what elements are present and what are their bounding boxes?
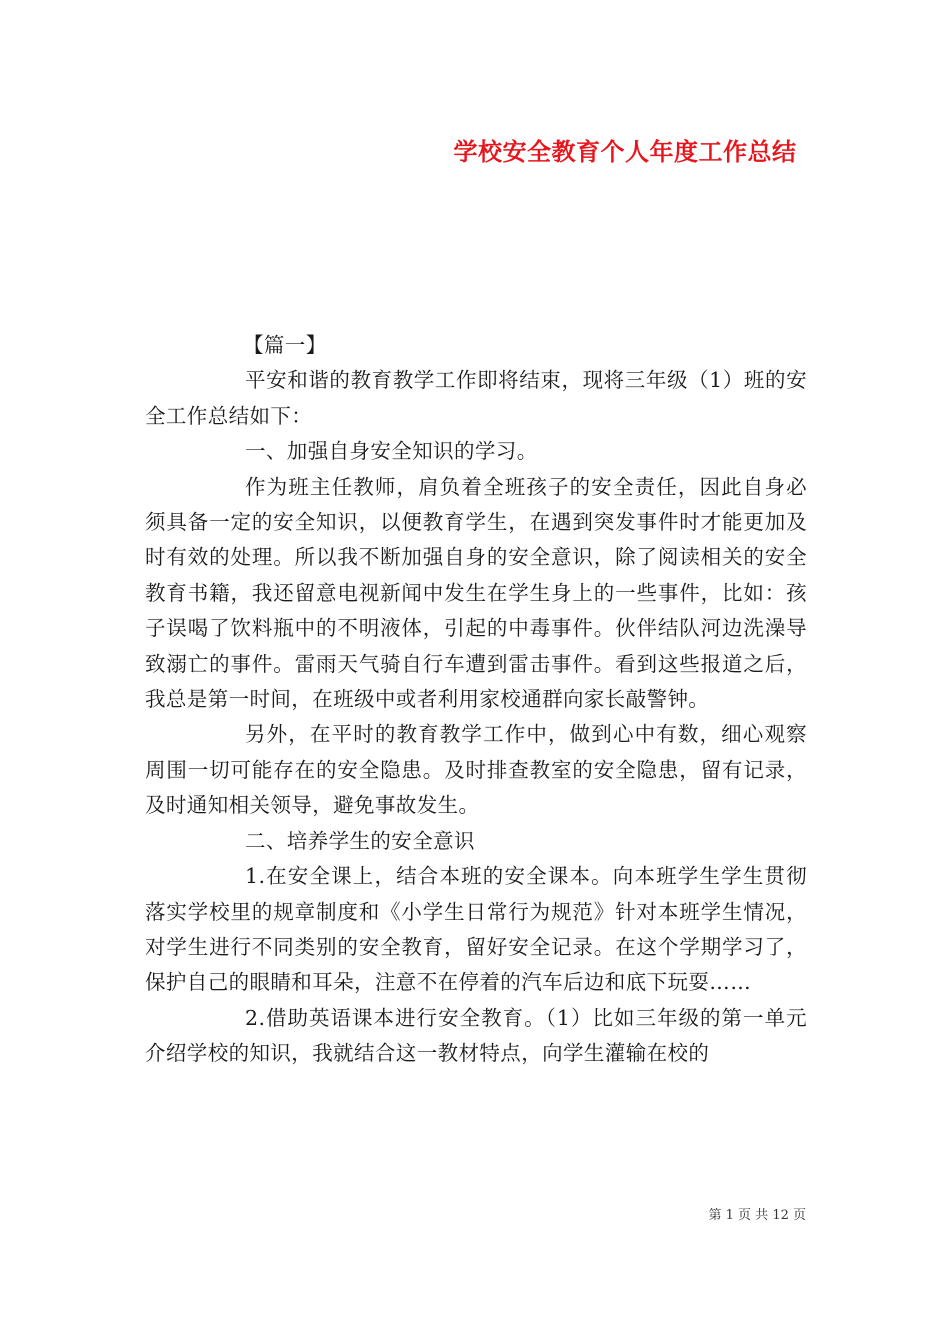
paragraph: 2.借助英语课本进行安全教育。（1）比如三年级的第一单元介绍学校的知识，我就结合这一教材特点，向学生灌输在校的 <box>145 1005 807 1066</box>
document-body <box>145 328 807 1072</box>
section-heading: 【篇一】 <box>243 333 327 357</box>
paragraph: 另外，在平时的教育教学工作中，做到心中有数，细心观察周围一切可能存在的安全隐患。及时排查教室的安全隐患，留有记录，及时通知相关领导，避免事故发生。 <box>145 722 807 818</box>
paragraph: 作为班主任教师，肩负着全班孩子的安全责任，因此自身必须具备一定的安全知识，以便教育学生，在遇到突发事件时才能更加及时有效的处理。所以我不断加强自身的安全意识，除了阅读相关的安全教育书籍，我还留意电视新闻中发生在学生身上的一些事件，比如：孩子误喝了饮料瓶中的不明液体，引起的中毒事件。伙伴结队河边洗澡导致溺亡的事件。雷雨天气骑自行车遭到雷击事件。看到这些报道之后，我总是第一时间，在班级中或者利用家校通群向家长敲警钟。 <box>145 474 807 712</box>
document-title: 学校安全教育个人年度工作总结 <box>453 137 797 166</box>
paragraph: 1.在安全课上，结合本班的安全课本。向本班学生学生贯彻落实学校里的规章制度和《小学生日常行为规范》针对本班学生情况，对学生进行不同类别的安全教育，留好安全记录。在这个学期学习了，保护自己的眼睛和耳朵，注意不在停着的汽车后边和底下玩耍…… <box>145 864 807 995</box>
page-number: 第 1 页 共 12 页 <box>708 1208 806 1223</box>
paragraph: 平安和谐的教育教学工作即将结束，现将三年级（1）班的安全工作总结如下： <box>145 368 807 428</box>
subheading: 二、培养学生的安全意识 <box>245 828 475 853</box>
subheading: 一、加强自身安全知识的学习。 <box>245 439 538 464</box>
